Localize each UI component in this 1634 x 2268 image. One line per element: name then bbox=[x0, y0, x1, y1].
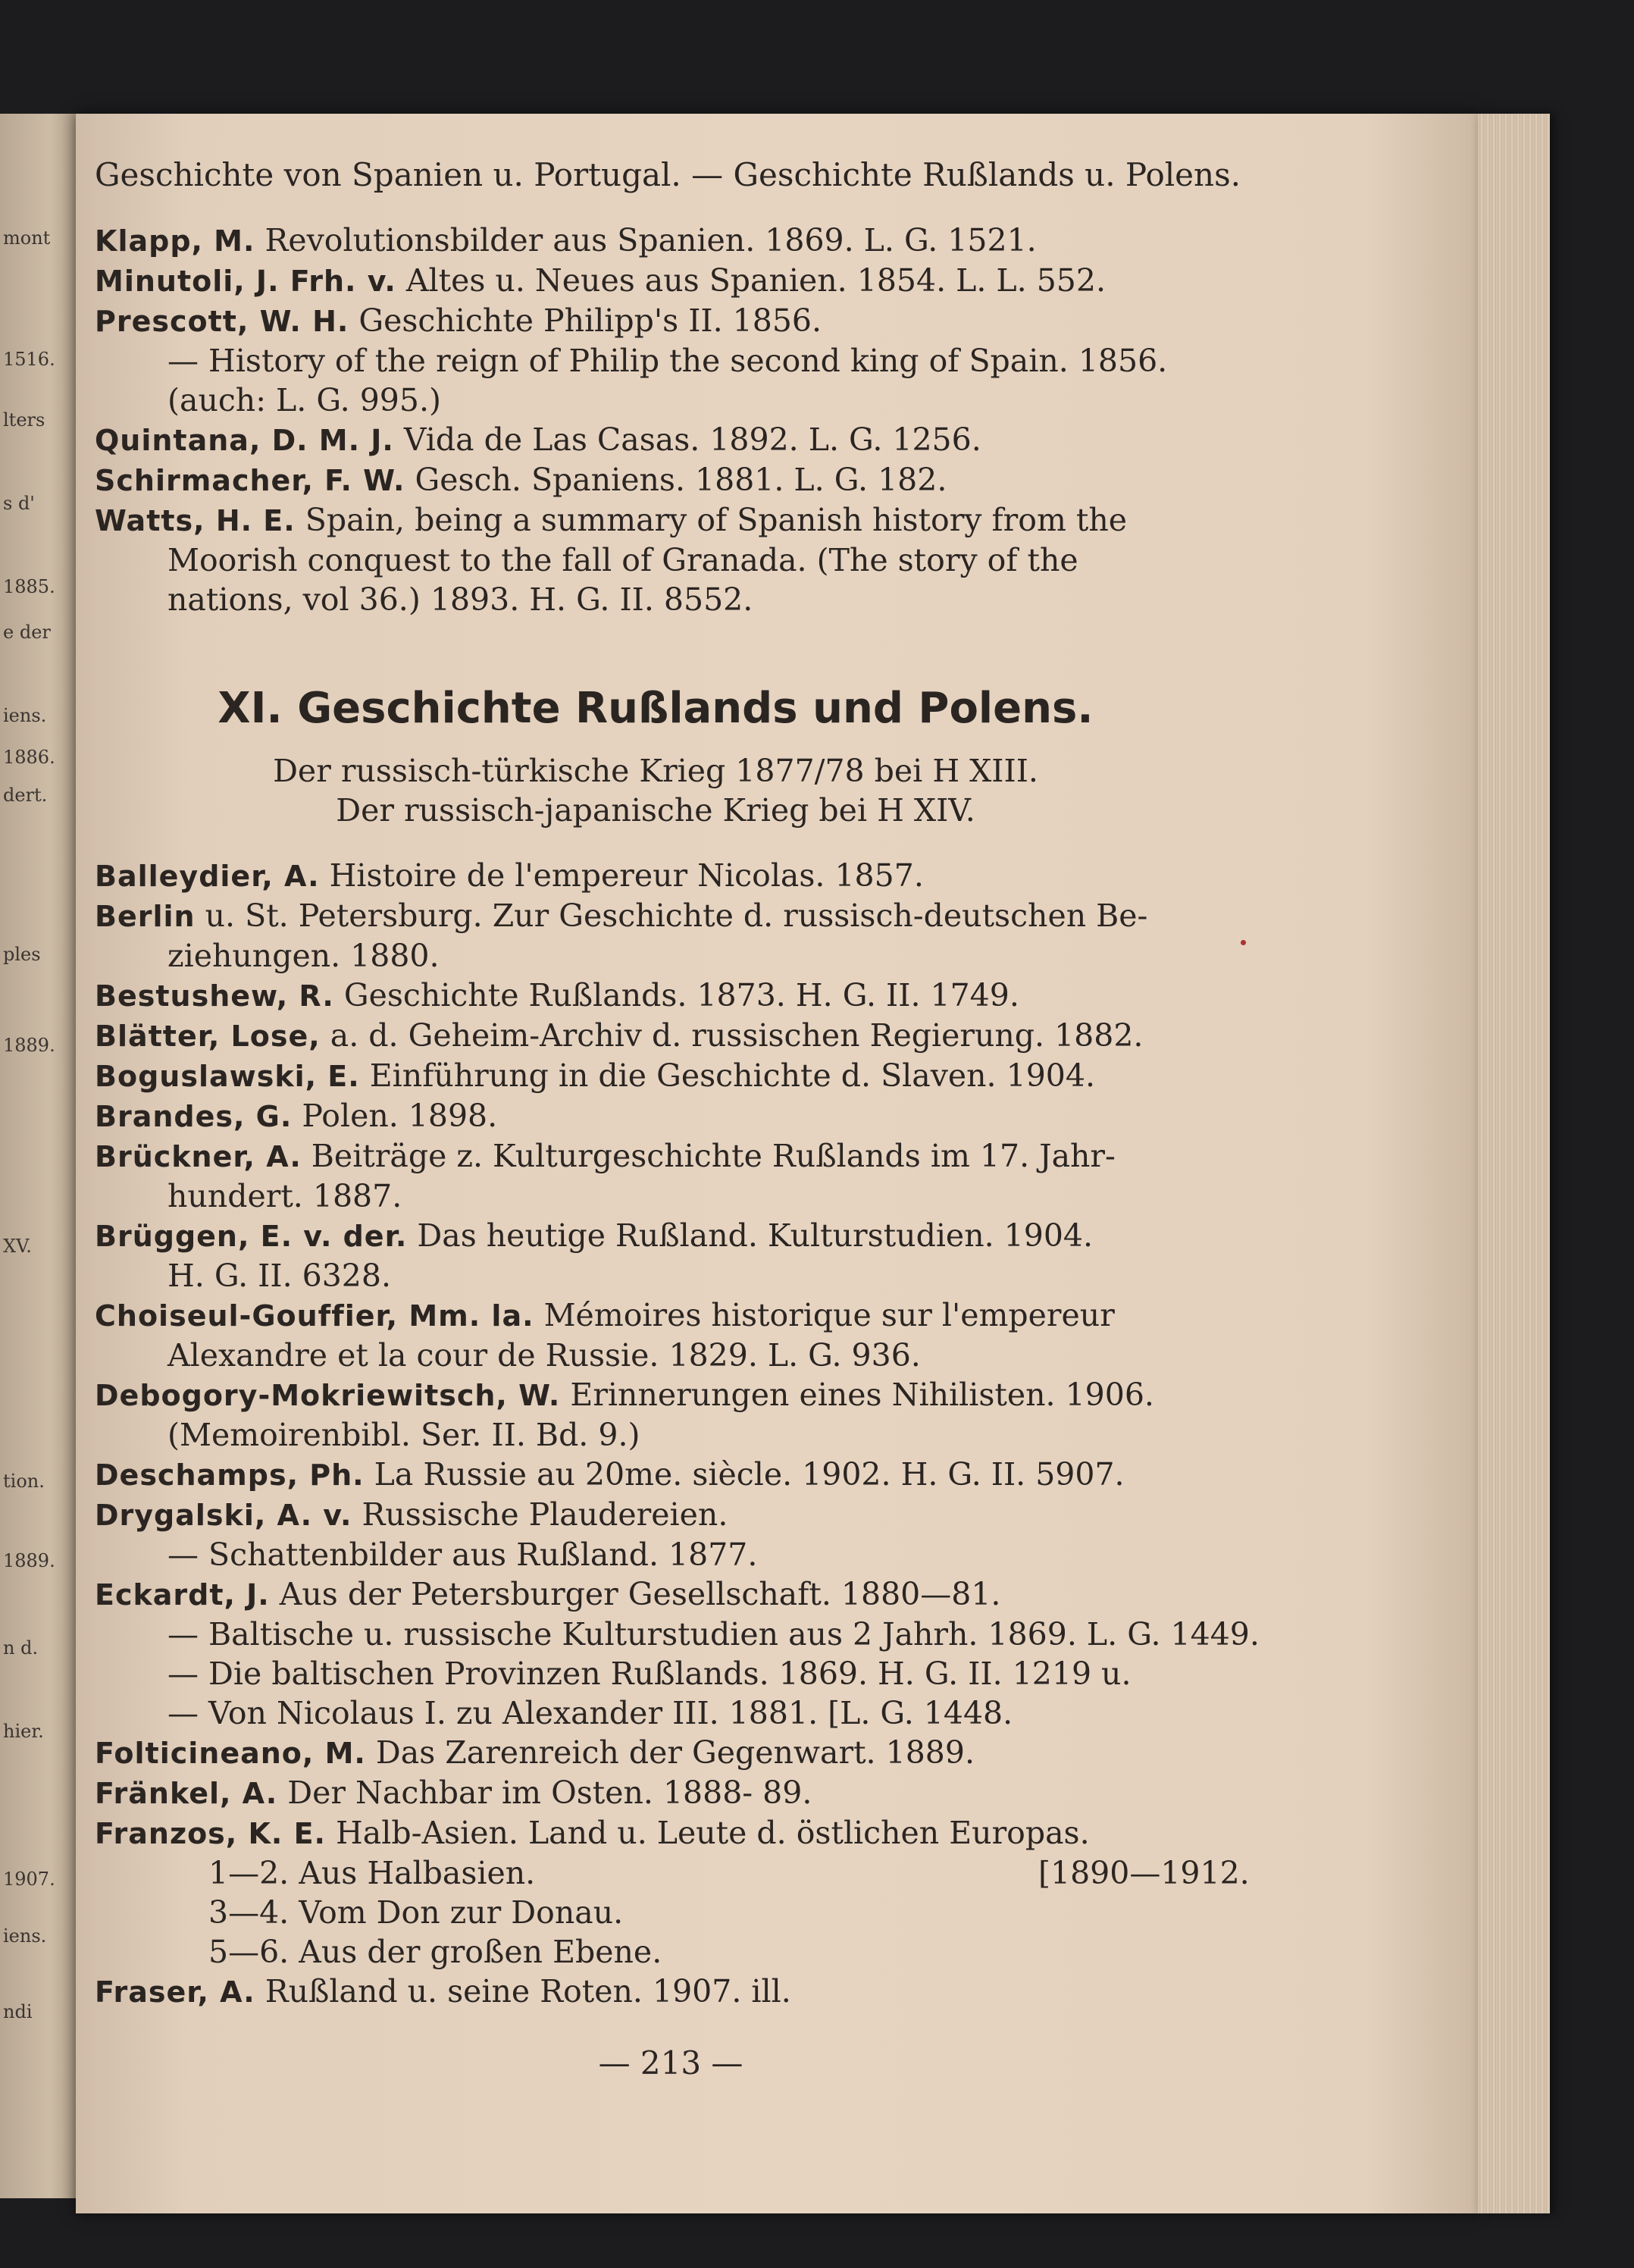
facing-page-fragment: 1907. bbox=[3, 1869, 55, 1890]
entry-text: Erinnerungen eines Nihilisten. 1906. bbox=[570, 1377, 1154, 1413]
section-notes bbox=[95, 751, 1247, 830]
bibliography-entry bbox=[95, 976, 1247, 1016]
entry-author: Folticineano, M. bbox=[95, 1737, 366, 1770]
facing-page-fragment: ndi bbox=[3, 2001, 33, 2022]
bibliography-entry bbox=[95, 420, 1247, 460]
entry-author: Schirmacher, F. W. bbox=[95, 464, 405, 497]
entry-text: Geschichte Rußlands. 1873. H. G. II. 1749. bbox=[343, 977, 1019, 1013]
facing-page-fragment: n d. bbox=[3, 1637, 39, 1659]
entry-continuation: (auch: L. G. 995.) bbox=[167, 382, 441, 418]
bibliography-entry bbox=[95, 1773, 1247, 1813]
entry-text: Beiträge z. Kulturgeschichte Rußlands im 17. Jahr- bbox=[311, 1138, 1116, 1174]
entry-text: Rußland u. seine Roten. 1907. ill. bbox=[265, 1973, 791, 2010]
facing-page-fragment: mont bbox=[3, 227, 51, 249]
bibliography-entry bbox=[95, 1375, 1247, 1415]
facing-page-fragment: e der bbox=[3, 622, 51, 643]
entry-continuation: (Memoirenbibl. Ser. II. Bd. 9.) bbox=[167, 1417, 640, 1453]
entry-author: Bestushew, R. bbox=[95, 979, 334, 1013]
page-content bbox=[95, 155, 1260, 2083]
bibliography-entry bbox=[95, 1813, 1247, 1853]
bibliography-entry bbox=[95, 1495, 1247, 1535]
bibliography-entry bbox=[95, 301, 1247, 341]
volume-line bbox=[95, 1932, 1247, 1972]
entry-author: Choiseul-Gouffier, Mm. la. bbox=[95, 1299, 534, 1333]
entry-author: Franzos, K. E. bbox=[95, 1817, 326, 1850]
entry-continuation: ziehungen. 1880. bbox=[167, 938, 440, 974]
volume-text: 1—2. Aus Halbasien. bbox=[208, 1855, 536, 1891]
bibliography-entry bbox=[95, 856, 1247, 896]
entry-author: Balleydier, A. bbox=[95, 860, 320, 893]
bibliography-entry bbox=[95, 221, 1247, 261]
facing-page-fragment: XV. bbox=[3, 1236, 32, 1257]
entry-text: Das heutige Rußland. Kulturstudien. 1904. bbox=[417, 1217, 1094, 1254]
section-heading: XI. Geschichte Rußlands und Polens. bbox=[218, 684, 1094, 733]
entry-text: Geschichte Philipp's II. 1856. bbox=[358, 302, 822, 339]
entry-author: Watts, H. E. bbox=[95, 504, 296, 537]
entry-author: Boguslawski, E. bbox=[95, 1060, 360, 1093]
bibliography-entry bbox=[95, 460, 1247, 500]
entry-continuation: — Die baltischen Provinzen Rußlands. 1869. H. G. II. 1219 u. bbox=[167, 1656, 1132, 1692]
entry-text: a. d. Geheim-Archiv d. russischen Regierung. 1882. bbox=[330, 1017, 1144, 1054]
entry-author: Berlin bbox=[95, 900, 196, 933]
entry-author: Deschamps, Ph. bbox=[95, 1458, 365, 1492]
facing-page-fragment: tion. bbox=[3, 1471, 45, 1492]
entry-author: Debogory-Mokriewitsch, W. bbox=[95, 1379, 561, 1412]
entry-continuation: hundert. 1887. bbox=[167, 1178, 402, 1214]
facing-page-fragment: 1889. bbox=[3, 1550, 55, 1571]
entry-text: Aus der Petersburger Gesellschaft. 1880—81. bbox=[279, 1576, 1001, 1612]
entry-text: Das Zarenreich der Gegenwart. 1889. bbox=[375, 1734, 975, 1771]
entry-text: Der Nachbar im Osten. 1888- 89. bbox=[287, 1775, 812, 1811]
volume-line bbox=[95, 1893, 1247, 1932]
entry-author: Brüggen, E. v. der. bbox=[95, 1220, 408, 1253]
running-head: Geschichte von Spanien u. Portugal. — Geschichte Rußlands u. Polens. bbox=[95, 156, 1241, 193]
entry-continuation: — Baltische u. russische Kulturstudien aus 2 Jahrh. 1869. L. G. 1449. bbox=[167, 1616, 1260, 1652]
entry-author: Fraser, A. bbox=[95, 1975, 255, 2009]
entry-author: Eckardt, J. bbox=[95, 1578, 270, 1612]
entry-text: Gesch. Spaniens. 1881. L. G. 182. bbox=[415, 462, 947, 498]
entry-text: u. St. Petersburg. Zur Geschichte d. russisch-deutschen Be- bbox=[205, 897, 1148, 934]
entry-text: Vida de Las Casas. 1892. L. G. 1256. bbox=[403, 421, 981, 458]
russia-entry-list bbox=[95, 856, 1260, 1853]
entry-text: Revolutionsbilder aus Spanien. 1869. L. G. 1521. bbox=[265, 222, 1037, 258]
page-block-edge bbox=[1478, 114, 1550, 2213]
entry-continuation: — Von Nicolaus I. zu Alexander III. 1881. [L. G. 1448. bbox=[167, 1695, 1013, 1731]
entry-text: Altes u. Neues aus Spanien. 1854. L. L. 552. bbox=[405, 262, 1107, 299]
facing-page-fragment: lters bbox=[3, 409, 45, 431]
entry-continuation: Moorish conquest to the fall of Granada. (The story of the bbox=[167, 542, 1078, 578]
section-note: Der russisch-japanische Krieg bei H XIV. bbox=[336, 792, 975, 829]
bibliography-entry bbox=[95, 261, 1247, 301]
bibliography-entry bbox=[95, 1574, 1247, 1615]
bibliography-entry bbox=[95, 1056, 1247, 1096]
facing-page-fragment: 1516. bbox=[3, 349, 55, 370]
facing-page-fragment: ples bbox=[3, 944, 41, 965]
entry-text: Polen. 1898. bbox=[302, 1098, 498, 1134]
entry-continuation: Alexandre et la cour de Russie. 1829. L. G. 936. bbox=[167, 1337, 921, 1374]
entry-continuation: nations, vol 36.) 1893. H. G. II. 8552. bbox=[167, 581, 753, 618]
spain-entry-list bbox=[95, 221, 1247, 619]
bibliography-entry bbox=[95, 1733, 1247, 1773]
entry-text: Histoire de l'empereur Nicolas. 1857. bbox=[329, 857, 924, 894]
entry-author: Drygalski, A. v. bbox=[95, 1499, 352, 1532]
entry-text: Mémoires historique sur l'empereur bbox=[543, 1297, 1115, 1333]
section-note: Der russisch-türkische Krieg 1877/78 bei H XIII. bbox=[273, 753, 1038, 789]
facing-page-fragment: 1885. bbox=[3, 576, 55, 597]
page-number: — 213 — bbox=[598, 2044, 743, 2082]
entry-continuation: — History of the reign of Philip the second king of Spain. 1856. bbox=[167, 343, 1168, 379]
volume-line bbox=[95, 1853, 1250, 1893]
bibliography-entry bbox=[95, 896, 1247, 936]
entry-author: Klapp, M. bbox=[95, 224, 255, 258]
bibliography-entry bbox=[95, 1136, 1247, 1176]
entry-author: Fränkel, A. bbox=[95, 1777, 278, 1810]
facing-page-fragment: 1889. bbox=[3, 1035, 55, 1056]
bibliography-entry bbox=[95, 1455, 1247, 1495]
entry-author: Blätter, Lose, bbox=[95, 1020, 321, 1053]
volume-text: 3—4. Vom Don zur Donau. bbox=[208, 1894, 624, 1931]
franzos-volume-list bbox=[95, 1853, 1250, 1972]
volume-date-range: [1890—1912. bbox=[1038, 1855, 1250, 1891]
facing-page-fragment: iens. bbox=[3, 1925, 47, 1947]
entry-author: Minutoli, J. Frh. v. bbox=[95, 265, 396, 298]
bibliography-entry bbox=[95, 1216, 1247, 1256]
entry-text: La Russie au 20me. siècle. 1902. H. G. II. 5907. bbox=[374, 1456, 1125, 1493]
facing-page-fragment: iens. bbox=[3, 705, 47, 726]
facing-page-fragment: hier. bbox=[3, 1721, 44, 1742]
entry-author: Prescott, W. H. bbox=[95, 305, 349, 338]
entry-text: Halb-Asien. Land u. Leute d. östlichen Europas. bbox=[336, 1815, 1090, 1851]
facing-page-fragment: 1886. bbox=[3, 747, 55, 768]
entry-author: Brückner, A. bbox=[95, 1140, 302, 1173]
bibliography-entry bbox=[95, 1972, 1247, 2012]
entry-text: Einführung in die Geschichte d. Slaven. 1904. bbox=[369, 1057, 1095, 1094]
entry-author: Quintana, D. M. J. bbox=[95, 424, 394, 457]
bibliography-entry bbox=[95, 1096, 1247, 1136]
bibliography-entry bbox=[95, 1016, 1247, 1056]
entry-continuation: — Schattenbilder aus Rußland. 1877. bbox=[167, 1537, 758, 1573]
bibliography-entry bbox=[95, 1295, 1247, 1336]
facing-page-fragment: s d' bbox=[3, 493, 35, 514]
bibliography-entry bbox=[95, 500, 1247, 540]
entry-text: Russische Plaudereien. bbox=[362, 1496, 728, 1533]
volume-text: 5—6. Aus der großen Ebene. bbox=[208, 1934, 662, 1970]
facing-page-fragment: dert. bbox=[3, 785, 48, 806]
entry-text: Spain, being a summary of Spanish history from the bbox=[305, 502, 1128, 538]
entry-author: Brandes, G. bbox=[95, 1100, 293, 1133]
entry-continuation: H. G. II. 6328. bbox=[167, 1258, 392, 1294]
